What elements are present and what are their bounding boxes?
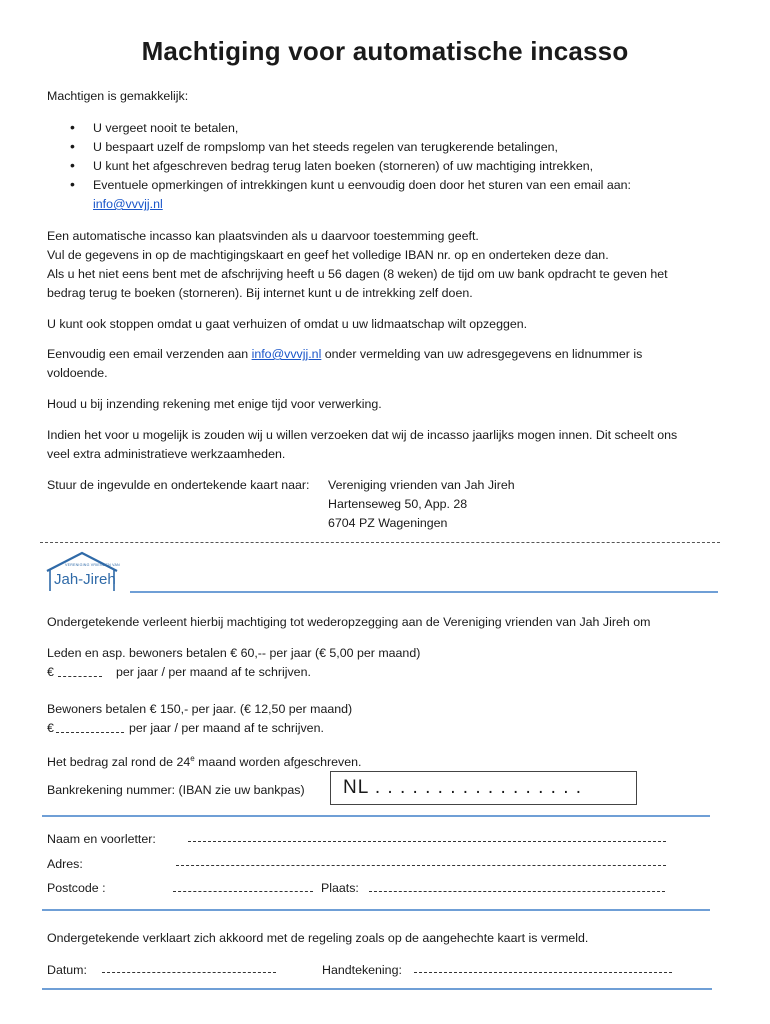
city-label: Plaats: xyxy=(321,881,359,895)
intro-text: Machtigen is gemakkelijk: xyxy=(47,89,189,103)
address-field[interactable] xyxy=(176,865,666,866)
email-link[interactable]: info@vvvjj.nl xyxy=(93,197,163,211)
list-item: U bespaart uzelf de rompslomp van het steeds regelen van terugkerende betalingen, xyxy=(93,140,558,154)
paragraph-line: Een automatische incasso kan plaatsvinden als u daarvoor toestemming geeft. xyxy=(47,229,479,243)
residents-amount-suffix: per jaar / per maand af te schrijven. xyxy=(129,721,324,735)
signature-field[interactable] xyxy=(414,972,672,973)
name-label: Naam en voorletter: xyxy=(47,832,156,846)
text-span: Eenvoudig een email verzenden aan xyxy=(47,347,252,361)
logo-small-text: VERENIGING VRIENDEN VAN xyxy=(65,563,120,567)
divider xyxy=(130,591,718,593)
postcode-field[interactable] xyxy=(173,891,313,892)
text-span: onder vermelding van uw adresgegevens en lidnummer is xyxy=(321,347,643,361)
members-amount-field[interactable] xyxy=(58,676,102,677)
paragraph-line: voldoende. xyxy=(47,366,108,380)
date-field[interactable] xyxy=(102,972,276,973)
address-line: Hartenseweg 50, App. 28 xyxy=(328,497,468,511)
paragraph-line: bedrag terug te boeken (storneren). Bij internet kunt u de intrekking zelf doen. xyxy=(47,286,473,300)
superscript: e xyxy=(190,754,195,763)
paragraph-line: Als u het niet eens bent met de afschrijving heeft u 56 dagen (8 weken) de tijd om uw bank opdracht te geven het xyxy=(47,267,668,281)
text-span: maand worden afgeschreven. xyxy=(194,755,362,770)
agreement-text: Ondergetekende verklaart zich akkoord met de regeling zoals op de aangehechte kaart is vermeld. xyxy=(47,931,589,945)
name-field[interactable] xyxy=(188,841,666,842)
residents-fee-text: Bewoners betalen € 150,- per jaar. (€ 12,50 per maand) xyxy=(47,702,353,716)
paragraph-line: Indien het voor u mogelijk is zouden wij u willen verzoeken dat wij de incasso jaarlijks mogen innen. Dit scheelt ons xyxy=(47,428,678,442)
page-title: Machtiging voor automatische incasso xyxy=(141,36,629,66)
email-link[interactable]: info@vvvjj.nl xyxy=(251,347,322,361)
address-label: Adres: xyxy=(47,857,83,871)
logo-name: Jah-Jireh xyxy=(54,571,116,588)
members-fee-text: Leden en asp. bewoners betalen € 60,-- per jaar (€ 5,00 per maand) xyxy=(47,646,421,660)
bullet-icon: • xyxy=(70,119,75,135)
divider xyxy=(42,988,712,990)
residents-amount-prefix: € xyxy=(47,721,54,735)
paragraph-line: Houd u bij inzending rekening met enige tijd voor verwerking. xyxy=(47,397,382,411)
address-line: Vereniging vrienden van Jah Jireh xyxy=(328,478,515,492)
city-field[interactable] xyxy=(369,891,665,892)
address-line: 6704 PZ Wageningen xyxy=(328,516,448,530)
date-label: Datum: xyxy=(47,963,87,977)
authorization-text: Ondergetekende verleent hierbij machtiging tot wederopzegging aan de Vereniging vrienden van Jah Jireh om xyxy=(47,615,651,629)
debit-note xyxy=(47,749,361,772)
paragraph-line xyxy=(47,345,642,364)
text-span: Het bedrag zal rond de 24 xyxy=(47,755,191,770)
divider xyxy=(42,815,710,817)
signature-label: Handtekening: xyxy=(322,963,402,977)
send-label: Stuur de ingevulde en ondertekende kaart naar: xyxy=(47,478,310,492)
bullet-icon: • xyxy=(70,138,75,154)
list-item: U kunt het afgeschreven bedrag terug laten boeken (storneren) of uw machtiging intrekken, xyxy=(93,159,594,173)
members-amount-suffix: per jaar / per maand af te schrijven. xyxy=(116,665,311,679)
bullet-icon: • xyxy=(70,176,75,192)
cut-line xyxy=(40,542,720,543)
divider xyxy=(42,909,710,911)
iban-field[interactable] xyxy=(330,771,637,805)
list-item: Eventuele opmerkingen of intrekkingen kunt u eenvoudig doen door het sturen van een email aan: xyxy=(93,178,631,192)
iban-value: NL . . . . . . . . . . . . . . . . . xyxy=(343,777,583,798)
residents-amount-field[interactable] xyxy=(56,732,124,733)
paragraph-line: Vul de gegevens in op de machtigingskaart en geef het volledige IBAN nr. op en onderteken deze dan. xyxy=(47,248,609,262)
bullet-icon: • xyxy=(70,157,75,173)
postcode-label: Postcode : xyxy=(47,881,106,895)
members-amount-prefix: € xyxy=(47,665,54,679)
paragraph-line: U kunt ook stoppen omdat u gaat verhuizen of omdat u uw lidmaatschap wilt opzeggen. xyxy=(47,317,528,331)
list-item: U vergeet nooit te betalen, xyxy=(93,121,239,135)
bank-label: Bankrekening nummer: (IBAN zie uw bankpas) xyxy=(47,783,305,797)
paragraph-line: veel extra administratieve werkzaamheden. xyxy=(47,447,286,461)
logo xyxy=(44,549,120,595)
